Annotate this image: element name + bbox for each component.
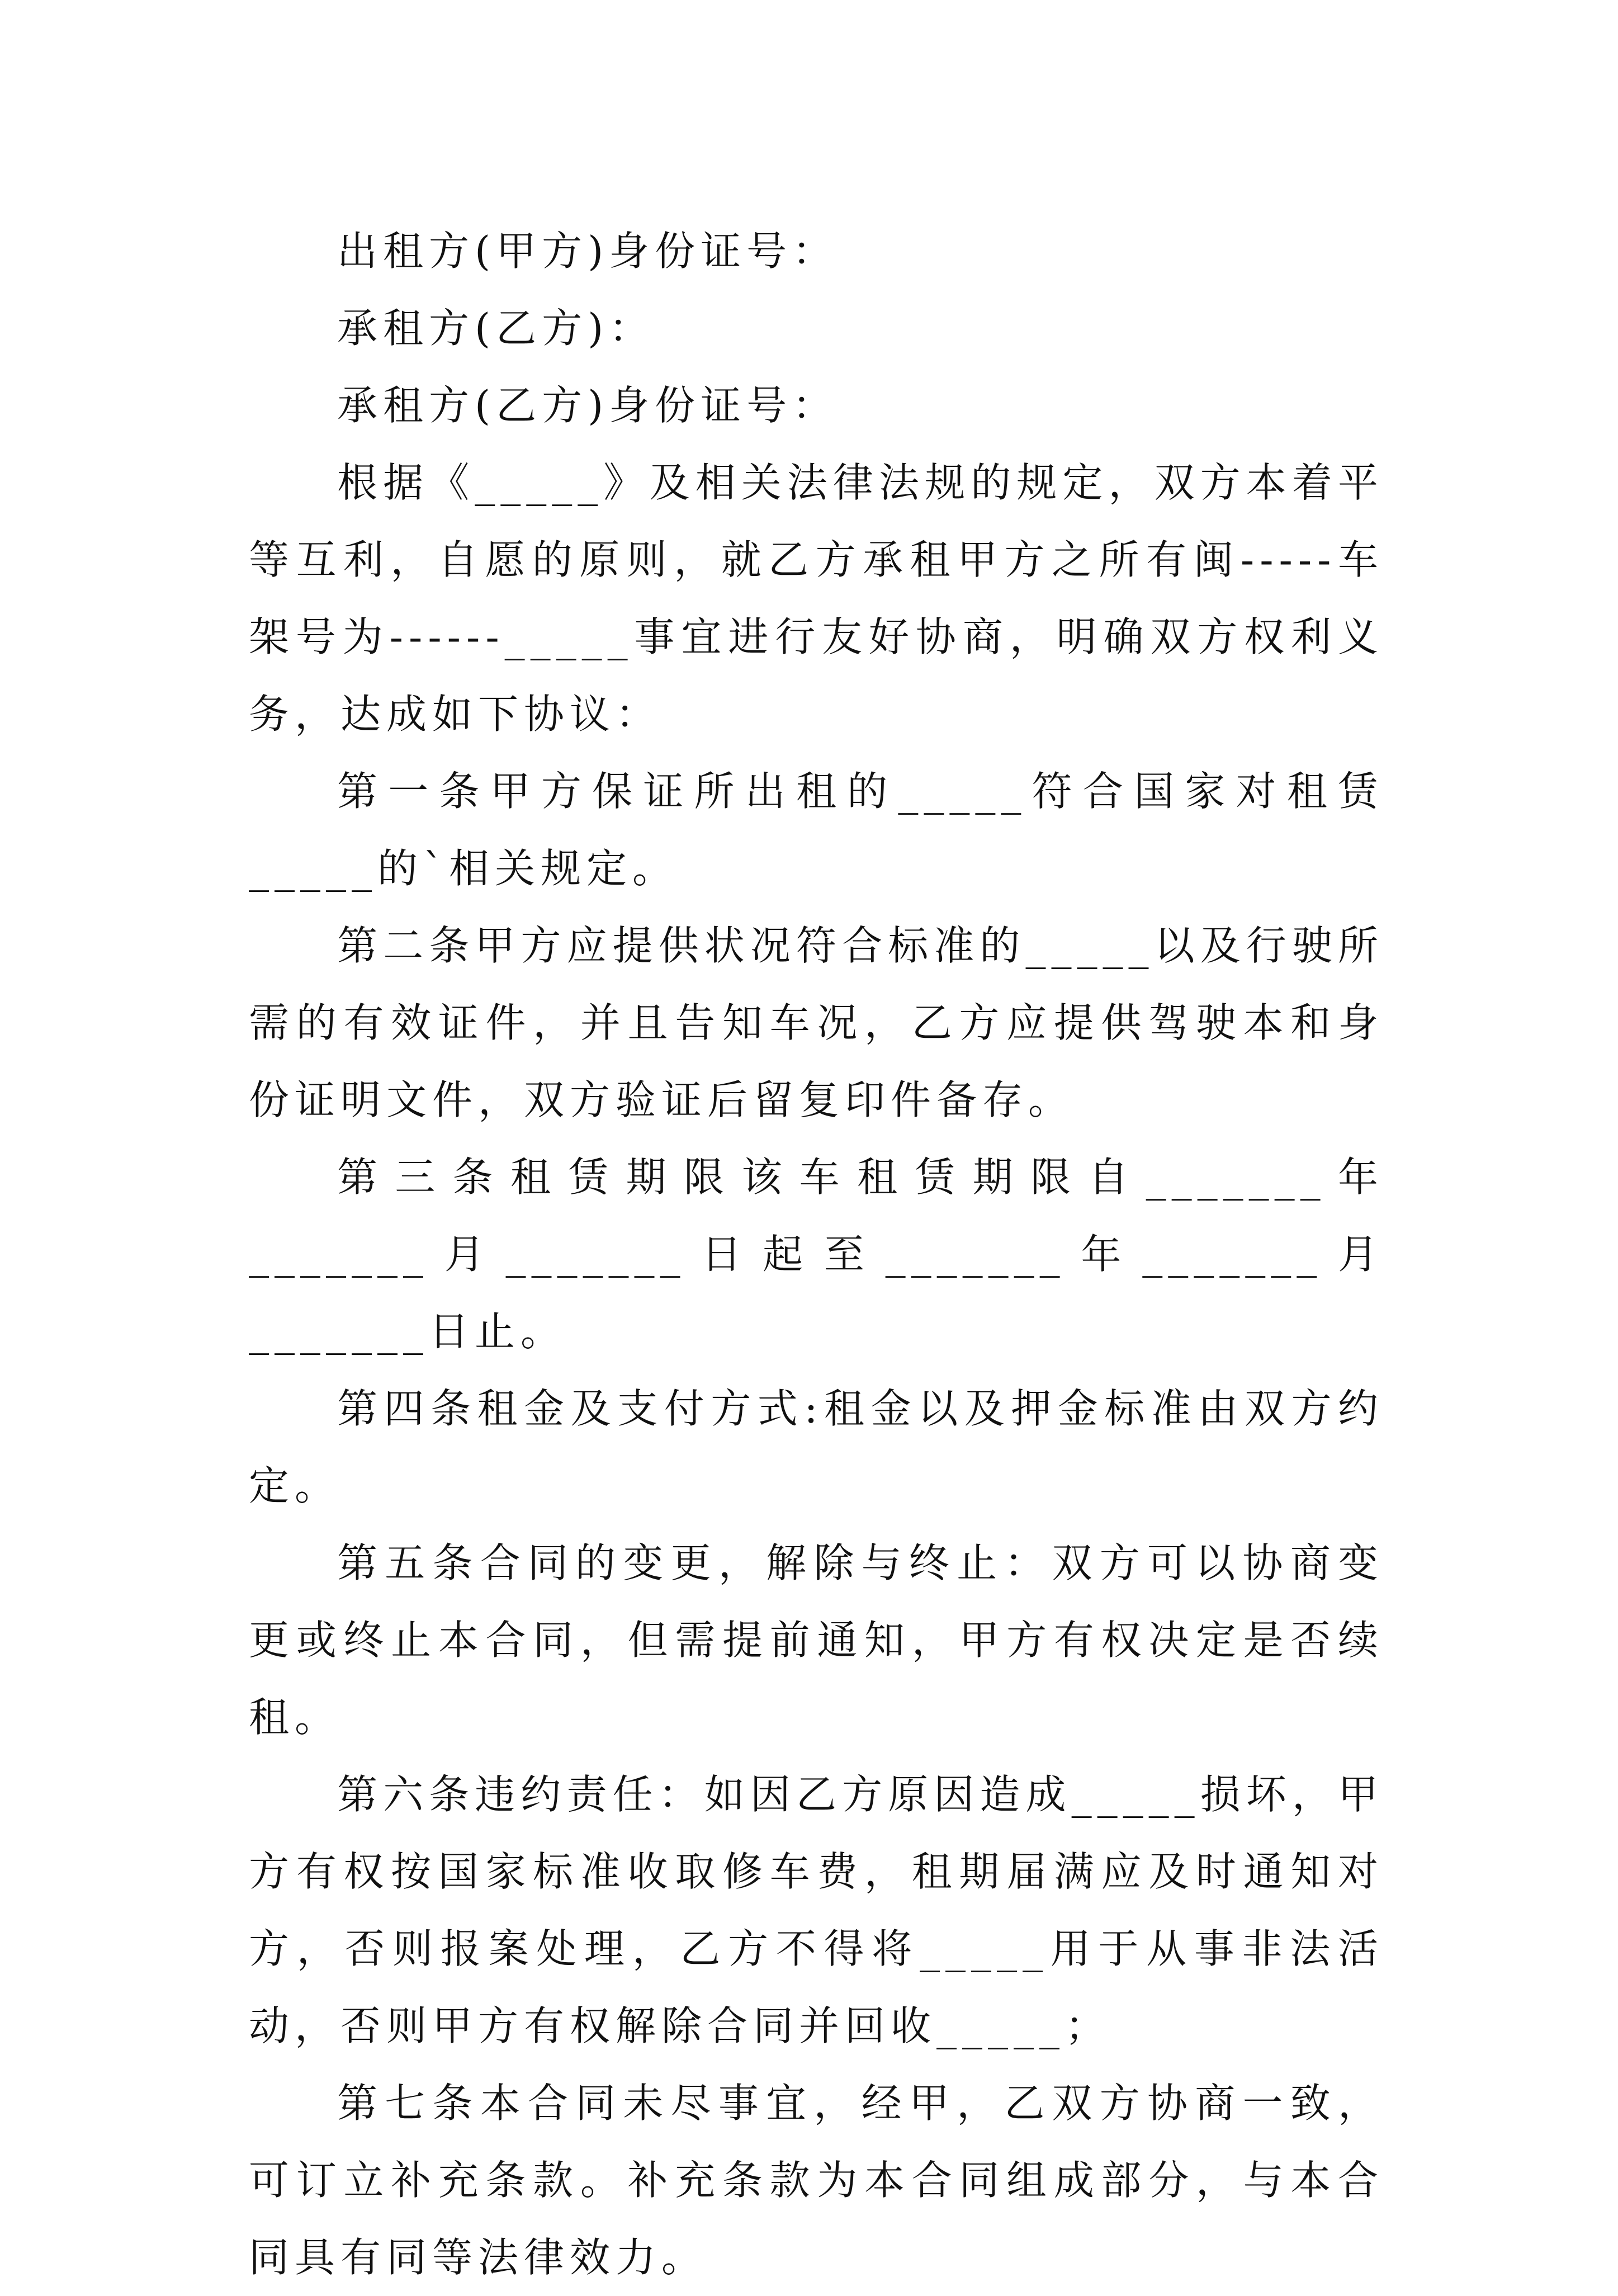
lessee-id-line: 承租方(乙方)身份证号： <box>337 382 839 429</box>
article-6: 第六条违约责任：如因乙方原因造成_____损坏，甲方有权按国家标准收取修车费，租期届满应及时通知对方，否则报案处理，乙方不得将_____用于从事非法活动，否则甲方有权解除合同并回收_____； <box>249 1771 1384 2049</box>
lessee-line: 承租方(乙方)： <box>337 305 655 352</box>
article-3: 第三条租赁期限该车租赁期限自_______年_______月_______日起至_______年_______月_______日止。 <box>249 1154 1384 1355</box>
article-5: 第五条合同的变更，解除与终止：双方可以协商变更或终止本合同，但需提前通知，甲方有权决定是否续租。 <box>249 1539 1384 1741</box>
article-2: 第二条甲方应提供状况符合标准的_____以及行驶所需的有效证件，并且告知车况，乙方应提供驾驶本和身份证明文件，双方验证后留复印件备存。 <box>249 922 1384 1123</box>
article-7: 第七条本合同未尽事宜，经甲，乙双方协商一致，可订立补充条款。补充条款为本合同组成部分，与本合同具有同等法律效力。 <box>249 2080 1384 2281</box>
document-body <box>249 212 1384 2296</box>
article-4: 第四条租金及支付方式:租金以及押金标准由双方约定。 <box>249 1385 1384 1509</box>
article-1: 第一条甲方保证所出租的_____符合国家对租赁_____的`相关规定。 <box>249 768 1384 892</box>
preamble-paragraph: 根据《_____》及相关法律法规的规定，双方本着平等互利，自愿的原则，就乙方承租甲方之所有闽-----车架号为------_____事宜进行友好协商，明确双方权利义务，达成如下协议： <box>249 459 1384 738</box>
lessor-id-line: 出租方(甲方)身份证号： <box>337 228 839 275</box>
